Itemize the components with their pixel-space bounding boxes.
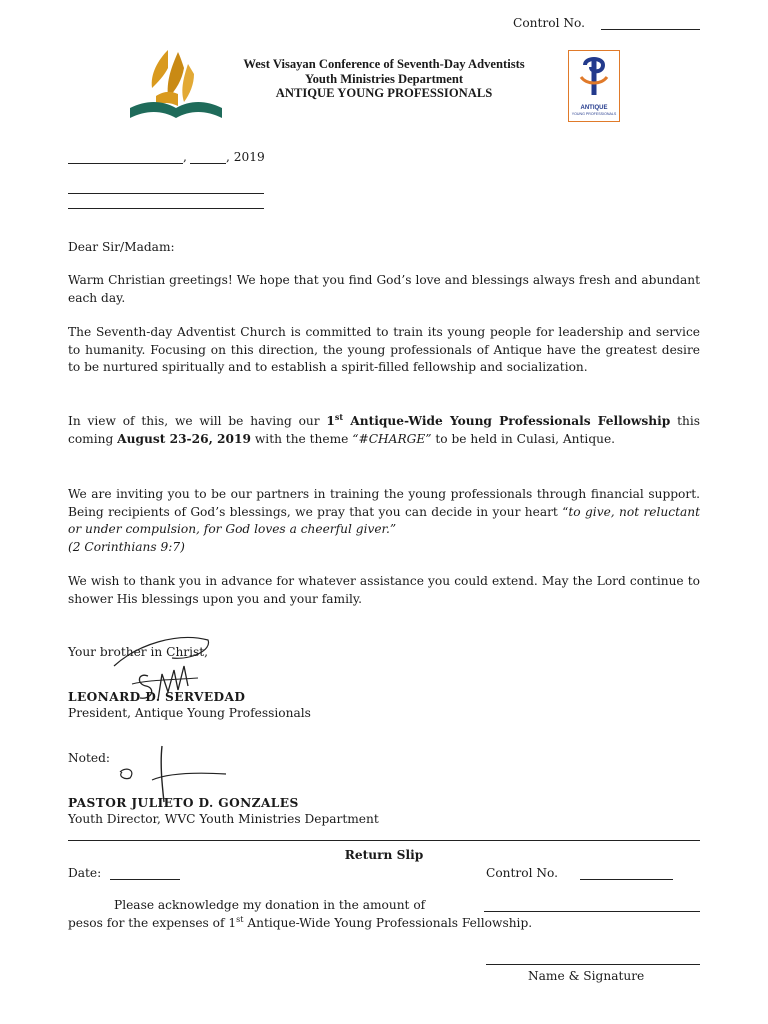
ayp-logo bbox=[568, 50, 620, 122]
signer-2-title: Youth Director, WVC Youth Ministries Department bbox=[68, 812, 379, 826]
paragraph-5: We wish to thank you in advance for whatever assistance you could extend. May the Lord continue to shower His blessings upon you and your family. bbox=[68, 574, 700, 606]
signer-2-name: PASTOR JULIETO D. GONZALES bbox=[68, 796, 299, 810]
return-slip-separator bbox=[68, 840, 700, 841]
signature-2 bbox=[112, 744, 232, 804]
paragraph-3: In view of this, we will be having our 1st Antique-Wide Young Professionals Fellowship this coming August 23-26, 2019 with the theme “#CHARGE” to be held in Culasi, Antique. bbox=[68, 411, 700, 446]
return-slip-title: Return Slip bbox=[344, 848, 424, 862]
ayp-logo-text-2: YOUNG PROFESSIONALS bbox=[571, 112, 617, 116]
return-control-label: Control No. bbox=[486, 866, 559, 880]
paragraph-2: The Seventh-day Adventist Church is committed to train its young people for leadership and service to humanity. Focusing on this direction, the young professionals of Antique have the greatest desire to be nurtured spiritually and to establish a spirit-filled fellowship and socialization. bbox=[68, 325, 700, 374]
address-line-2 bbox=[68, 208, 264, 209]
header-line-1: West Visayan Conference of Seventh-Day Adventists bbox=[243, 57, 525, 71]
date-blank-1 bbox=[68, 163, 183, 164]
address-line-1 bbox=[68, 193, 264, 194]
return-control-field[interactable] bbox=[580, 879, 673, 880]
ayp-logo-text-1: ANTIQUE bbox=[580, 105, 608, 111]
date-comma: , bbox=[183, 150, 187, 164]
signer-1-title: President, Antique Young Professionals bbox=[68, 706, 311, 720]
noted-label: Noted: bbox=[68, 751, 111, 765]
ayp-emblem-icon bbox=[569, 51, 619, 101]
return-date-label: Date: bbox=[68, 866, 102, 880]
control-no-line bbox=[601, 29, 700, 30]
header-line-2: Youth Ministries Department bbox=[304, 72, 464, 86]
name-signature-field[interactable] bbox=[486, 964, 700, 965]
date-blank-2 bbox=[190, 163, 226, 164]
donation-amount-field[interactable] bbox=[484, 911, 700, 912]
header-line-3: ANTIQUE YOUNG PROFESSIONALS bbox=[275, 86, 493, 100]
salutation: Dear Sir/Madam: bbox=[68, 240, 175, 254]
paragraph-4: We are inviting you to be our partners in training the young professionals through financial support. Being recipients of God’s blessings, we pray that you can decide in your heart “to give, not reluctant or under compulsion, for God loves a cheerful giver.” (2 Corinthians 9:7) bbox=[68, 487, 700, 554]
control-no-label: Control No. bbox=[513, 16, 586, 30]
return-date-field[interactable] bbox=[110, 879, 180, 880]
paragraph-1: Warm Christian greetings! We hope that you find God’s love and blessings always fresh and abundant each day. bbox=[68, 273, 700, 305]
closing: Your brother in Christ, bbox=[68, 645, 209, 659]
return-ack-line-1: Please acknowledge my donation in the amount of bbox=[114, 898, 426, 912]
return-ack-line-2: pesos for the expenses of 1st Antique-Wide Young Professionals Fellowship. bbox=[68, 914, 533, 930]
date-year: , 2019 bbox=[226, 150, 265, 164]
signer-1-name: LEONARD D. SERVEDAD bbox=[68, 690, 246, 704]
name-signature-label: Name & Signature bbox=[528, 969, 645, 983]
